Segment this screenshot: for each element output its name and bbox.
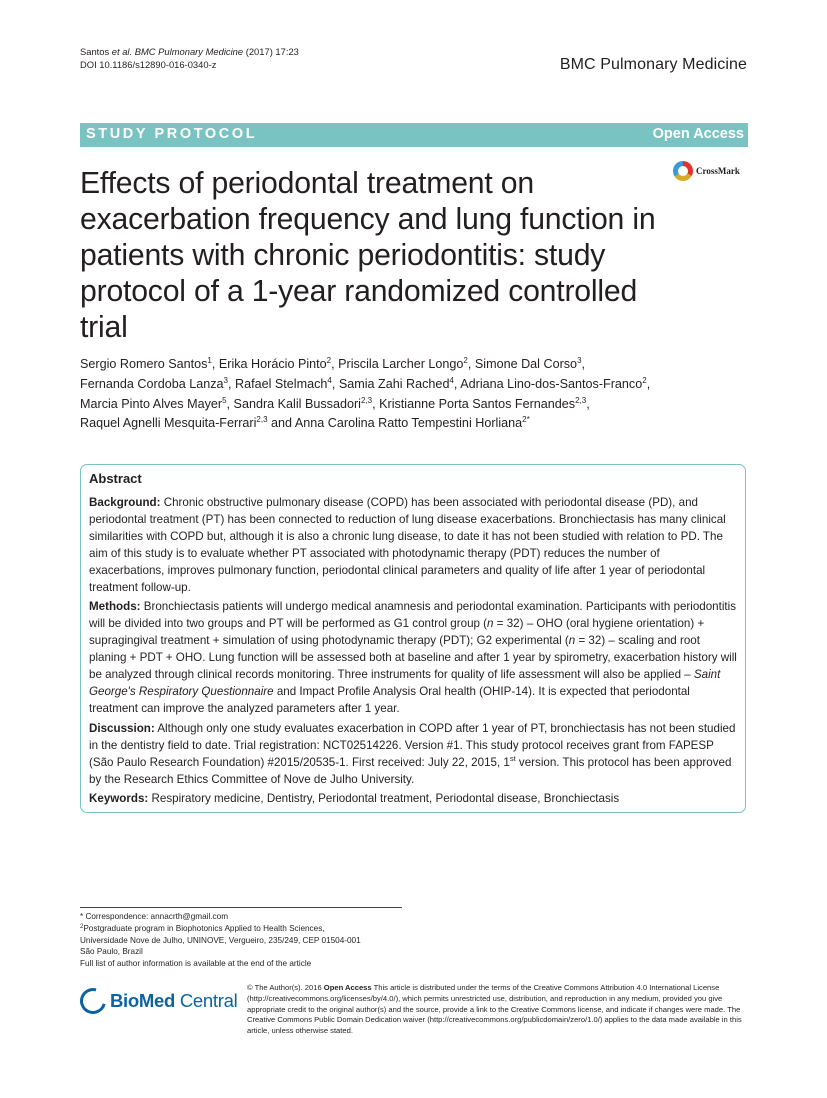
abstract-box (80, 464, 746, 813)
biomed-central-icon (75, 983, 111, 1019)
author[interactable]: Raquel Agnelli Mesquita-Ferrari$^{2,3}$ (80, 415, 268, 431)
article-title: Effects of periodontal treatment on exacerbation frequency and lung function in patients with chronic periodontitis: study protocol of a 1-year randomized controlled trial (80, 167, 656, 344)
affiliation-line: São Paulo, Brazil (80, 947, 143, 957)
crossmark-button[interactable] (673, 158, 740, 184)
journal-name: BMC Pulmonary Medicine (559, 56, 747, 73)
open-access-label: Open Access (652, 126, 744, 142)
abstract-background: Background: Chronic obstructive pulmonary disease (COPD) has been associated with periodontal disease (PD), and periodontal treatment (PT) has been connected to reduction of lung disease exacerbations. Bronchiectasis has many clinical similarities with COPD but, although it is also a chronic lung disease, to date it has not been studied with relation to PD. The aim of this study is to evaluate whether PT associated with photodynamic therapy (PDT) reduces the number of exacerbations, improves pulmonary function, periodontal clinical parameters and quality of life after 1 year of periodontal treatment follow-up. (89, 496, 726, 594)
license-text: © The Author(s). 2016 Open Access This article is distributed under the terms of the Creative Commons Attribution 4.0 International License (http://creativecommons.org/licenses/by/4.0/), which permits unrestricted use, distribution, and reproduction in any medium, provided you give appropriate credit to the original author(s) and the source, provide a link to the Creative Commons license, and indicate if changes were made. The Creative Commons Public Domain Dedication waiver (http://creativecommons.org/publicdomain/zero/1.0/) applies to the data made available in this article, unless otherwise stated. (247, 983, 742, 1036)
crossmark-label: CrossMark (696, 166, 740, 176)
citation-line (80, 45, 299, 58)
author[interactable]: Sergio Romero Santos$^1$ (80, 356, 212, 371)
author[interactable]: Samia Zahi Rached$^4$ (338, 375, 454, 391)
author-list: Sergio Romero Santos$^1$, Erika Horácio Pinto$^2$, Priscila Larcher Longo$^2$, Simone Dal Corso$^3$, Fernanda Cordoba Lanza$^3$, Rafael Stelmach$^4$, Samia Zahi Rached$^4$, Adriana Lino-dos-Santos-Franco$^2$, Marcia Pinto Alves Mayer$^5$, Sandra Kalil Bussadori$^{2,3}$, Kristianne Porta Santos Fernandes$^{2,3}$, Raquel Agnelli Mesquita-Ferrari$^{2,3}$ and Anna Carolina Ratto Tempestini Horliana$^{2*}$ (80, 356, 651, 431)
abstract-methods: Methods: Bronchiectasis patients will undergo medical anamnesis and periodontal examination. Participants with periodontitis will be divided into two groups and PT will be performed as G1 control group (n = 32) – OHO (oral hygiene orientation) + supragingival treatment + simulation of using photodynamic therapy (PDT); G2 experimental (n = 32) – scaling and root planing + PDT + OHO. Lung function will be assessed both at baseline and after 1 year by spirometry, exacerbation history will be analyzed through clinical records monitoring. Three instruments for quality of life assessment will also be applied – Saint George's Respiratory Questionnaire and Impact Profile Analysis Oral health (OHIP-14). It is expected that periodontal treatment can improve the analyzed parameters after 1 year. (89, 600, 737, 715)
author[interactable]: Kristianne Porta Santos Fernandes$^{2,3}$ (379, 395, 587, 411)
author[interactable]: Anna Carolina Ratto Tempestini Horliana$^{2*}$ (294, 415, 530, 431)
abstract-discussion: Discussion: Although only one study evaluates exacerbation in COPD after 1 year of PT, bronchiectasis has not been studied in the dentistry field to date. Trial registration: NCT02514226. Version #1. This study protocol receives grant from FAPESP (São Paulo Research Foundation) #2015/20535-1. First received: July 22, 2015, 1st version. This protocol has been approved by the Research Ethics Committee of Nove de Julho University. (89, 721, 736, 786)
citation-volume: (2017) 17:23 (245, 46, 299, 57)
author[interactable]: Erika Horácio Pinto$^2$ (218, 356, 332, 371)
doi-link[interactable]: DOI 10.1186/s12890-016-0340-z (80, 59, 217, 70)
abstract-heading: Abstract (89, 471, 142, 486)
author[interactable]: Sandra Kalil Bussadori$^{2,3}$ (233, 395, 373, 411)
full-author-info-note: Full list of author information is available at the end of the article (80, 959, 312, 969)
publisher-name: BioMed Central (110, 990, 238, 1011)
author[interactable]: Simone Dal Corso$^3$ (474, 356, 582, 371)
abstract-body (89, 495, 737, 811)
article-type-label: STUDY PROTOCOL (86, 126, 258, 142)
citation-authors: Santos (80, 46, 110, 57)
running-header (80, 45, 299, 71)
author[interactable]: Fernanda Cordoba Lanza$^3$ (80, 375, 228, 391)
author[interactable]: Adriana Lino-dos-Santos-Franco$^2$ (460, 375, 647, 391)
affiliation-line: $^2$Postgraduate program in Biophotonics Applied to Health Sciences, (80, 923, 325, 933)
footnote-divider (80, 907, 402, 908)
article-type-banner (80, 123, 748, 147)
publisher-logo[interactable] (80, 986, 237, 1016)
author[interactable]: Priscila Larcher Longo$^2$ (338, 356, 468, 371)
affiliation-line: Universidade Nove de Julho, UNINOVE, Vergueiro, 235/249, CEP 01504-001 (80, 935, 361, 945)
citation-etal: et al. (111, 46, 133, 57)
citation-journal: BMC Pulmonary Medicine (134, 46, 244, 57)
footnotes (80, 911, 420, 970)
author[interactable]: Marcia Pinto Alves Mayer$^5$ (80, 395, 227, 411)
abstract-keywords: Keywords: Respiratory medicine, Dentistry, Periodontal treatment, Periodontal disease, Bronchiectasis (89, 792, 620, 806)
correspondence[interactable]: * Correspondence: annacrth@gmail.com (80, 912, 229, 921)
author[interactable]: Rafael Stelmach$^4$ (234, 375, 332, 391)
